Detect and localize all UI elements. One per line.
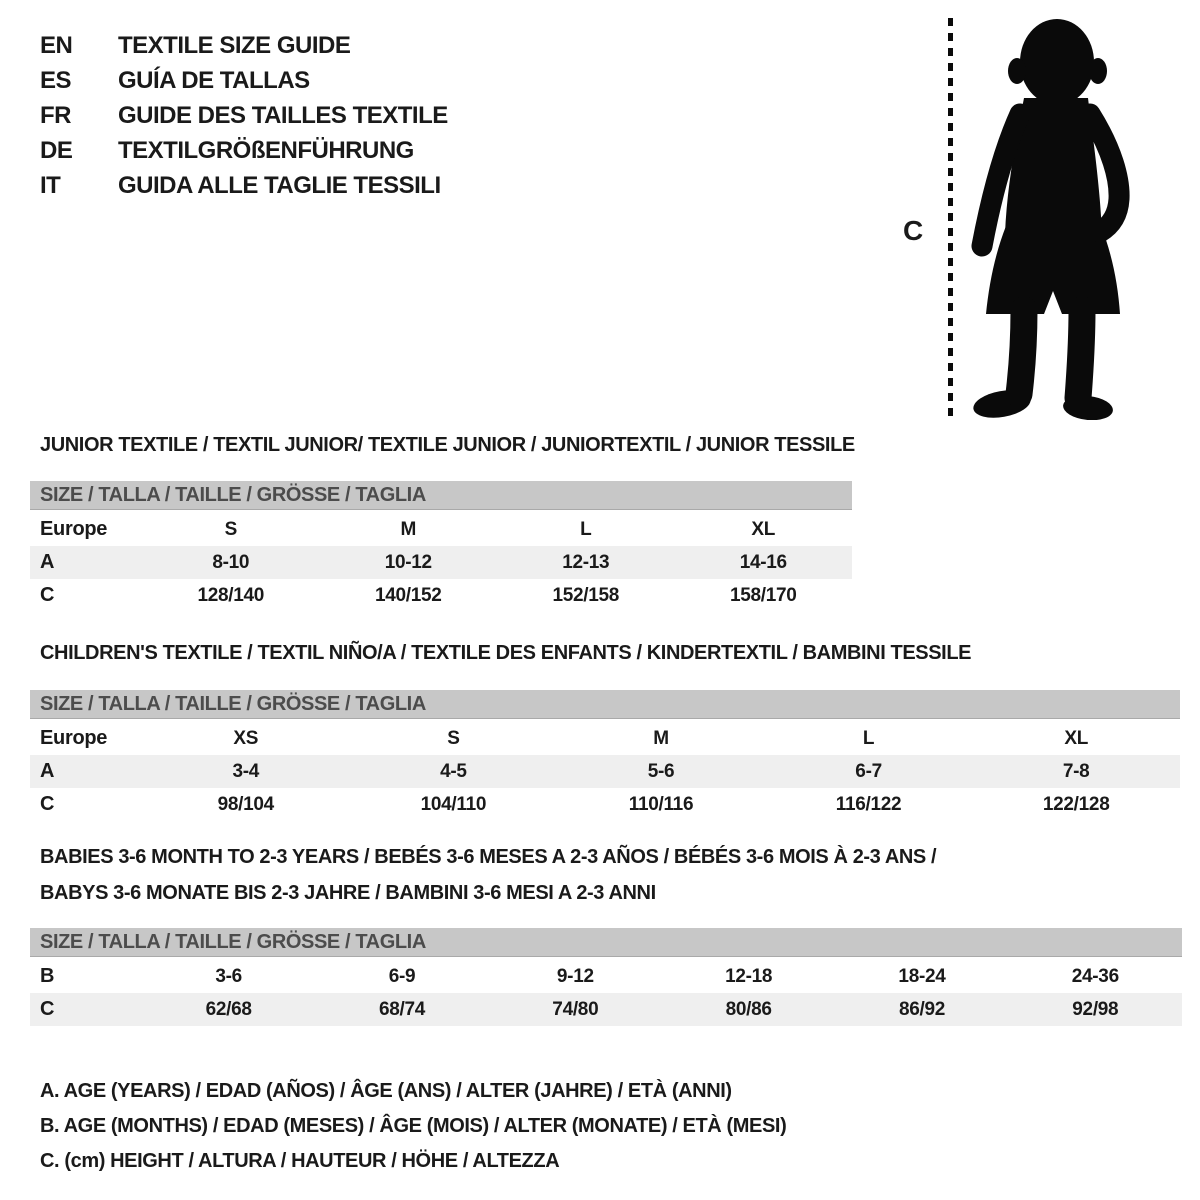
value-cell: 12-18 (725, 965, 773, 987)
size-cell: XL (1064, 727, 1089, 749)
lang-title: GUIDE DES TAILLES TEXTILE (118, 101, 448, 129)
value-cell: 86/92 (898, 998, 945, 1020)
value-cell: 14-16 (739, 551, 787, 573)
legend-block (40, 1074, 786, 1179)
lang-code: ES (40, 66, 72, 94)
babies-section-title-line1: BABIES 3-6 MONTH TO 2-3 YEARS / BEBÉS 3-6 MESES A 2-3 AÑOS / BÉBÉS 3-6 MOIS À 2-3 ANS / (40, 846, 937, 868)
value-cell: 80/86 (725, 998, 772, 1020)
table-row-age (30, 546, 852, 579)
value-cell: 3-6 (215, 965, 242, 987)
value-cell: 3-4 (232, 760, 260, 782)
lang-title: GUÍA DE TALLAS (118, 66, 310, 94)
lang-code: DE (40, 136, 73, 164)
value-cell: 140/152 (374, 584, 442, 606)
value-cell: 92/98 (1072, 998, 1119, 1020)
value-cell: 116/122 (835, 793, 902, 815)
row-label: C (40, 998, 55, 1020)
value-cell: 18-24 (898, 965, 946, 987)
lang-code: EN (40, 31, 73, 59)
row-label: Europe (40, 727, 108, 749)
value-cell: 128/140 (197, 584, 265, 606)
value-cell: 62/68 (205, 998, 252, 1020)
size-cell: XS (233, 727, 259, 749)
row-label: A (40, 551, 55, 573)
children-size-table (30, 690, 1180, 821)
lang-title: TEXTILE SIZE GUIDE (118, 31, 351, 59)
value-cell: 4-5 (440, 760, 467, 782)
value-cell: 7-8 (1062, 760, 1090, 782)
legend-line-b: B. AGE (MONTHS) / EDAD (MESES) / ÂGE (MOIS) / ALTER (MONATE) / ETÀ (MESI) (40, 1115, 787, 1137)
value-cell: 122/128 (1042, 793, 1110, 815)
value-cell: 98/104 (217, 793, 274, 815)
children-section-title: CHILDREN'S TEXTILE / TEXTIL NIÑO/A / TEXTILE DES ENFANTS / KINDERTEXTIL / BAMBINI TESSILE (40, 642, 972, 664)
value-cell: 5-6 (647, 760, 675, 782)
value-cell: 158/170 (729, 584, 797, 606)
junior-section-title: JUNIOR TEXTILE / TEXTIL JUNIOR/ TEXTILE JUNIOR / JUNIORTEXTIL / JUNIOR TESSILE (40, 434, 855, 456)
table-row-months (30, 960, 1182, 993)
value-cell: 104/110 (420, 793, 487, 815)
table-row-height (30, 788, 1180, 821)
size-cell: S (224, 518, 237, 540)
lang-row-de (40, 133, 448, 168)
lang-code: FR (40, 101, 71, 129)
table-row-europe (30, 722, 1180, 755)
toddler-silhouette-icon (962, 14, 1144, 420)
value-cell: 9-12 (556, 965, 594, 987)
value-cell: 74/80 (552, 998, 599, 1020)
value-cell: 8-10 (212, 551, 250, 573)
lang-title: GUIDA ALLE TAGLIE TESSILI (118, 171, 441, 199)
size-cell: M (653, 727, 669, 749)
babies-section-title-line2: BABYS 3-6 MONATE BIS 2-3 JAHRE / BAMBINI 3-6 MESI A 2-3 ANNI (40, 882, 656, 904)
lang-row-es (40, 63, 448, 98)
legend-line-c: C. (cm) HEIGHT / ALTURA / HAUTEUR / HÖHE / ALTEZZA (40, 1150, 560, 1172)
height-measure-label: C (903, 215, 924, 246)
row-label: A (40, 760, 55, 782)
value-cell: 68/74 (378, 998, 426, 1020)
row-label: C (40, 793, 55, 815)
size-header-band: SIZE / TALLA / TAILLE / GRÖSSE / TAGLIA (30, 690, 1180, 719)
size-cell: M (400, 518, 417, 540)
junior-size-table (30, 481, 852, 612)
value-cell: 10-12 (384, 551, 432, 573)
size-cell: L (580, 518, 592, 540)
row-label: Europe (40, 518, 108, 540)
language-title-block (40, 28, 448, 203)
row-label: B (40, 965, 55, 987)
size-header-band: SIZE / TALLA / TAILLE / GRÖSSE / TAGLIA (30, 481, 852, 510)
lang-code: IT (40, 171, 61, 199)
size-cell: S (447, 727, 460, 749)
table-row-height (30, 579, 852, 612)
table-row-europe (30, 513, 852, 546)
value-cell: 110/116 (628, 793, 694, 815)
lang-row-fr (40, 98, 448, 133)
value-cell: 152/158 (552, 584, 620, 606)
table-row-height (30, 993, 1182, 1026)
lang-title: TEXTILGRÖßENFÜHRUNG (118, 136, 414, 164)
babies-size-table (30, 928, 1182, 1026)
row-label: C (40, 584, 55, 606)
value-cell: 12-13 (562, 551, 610, 573)
size-cell: L (862, 727, 875, 749)
value-cell: 6-7 (855, 760, 882, 782)
lang-row-en (40, 28, 448, 63)
lang-row-it (40, 168, 448, 203)
value-cell: 6-9 (388, 965, 416, 987)
value-cell: 24-36 (1071, 965, 1119, 987)
table-row-age (30, 755, 1180, 788)
size-header-band: SIZE / TALLA / TAILLE / GRÖSSE / TAGLIA (30, 928, 1182, 957)
legend-line-a: A. AGE (YEARS) / EDAD (AÑOS) / ÂGE (ANS) / ALTER (JAHRE) / ETÀ (ANNI) (40, 1080, 732, 1102)
height-dashed-line (948, 18, 953, 416)
size-cell: XL (751, 518, 776, 540)
